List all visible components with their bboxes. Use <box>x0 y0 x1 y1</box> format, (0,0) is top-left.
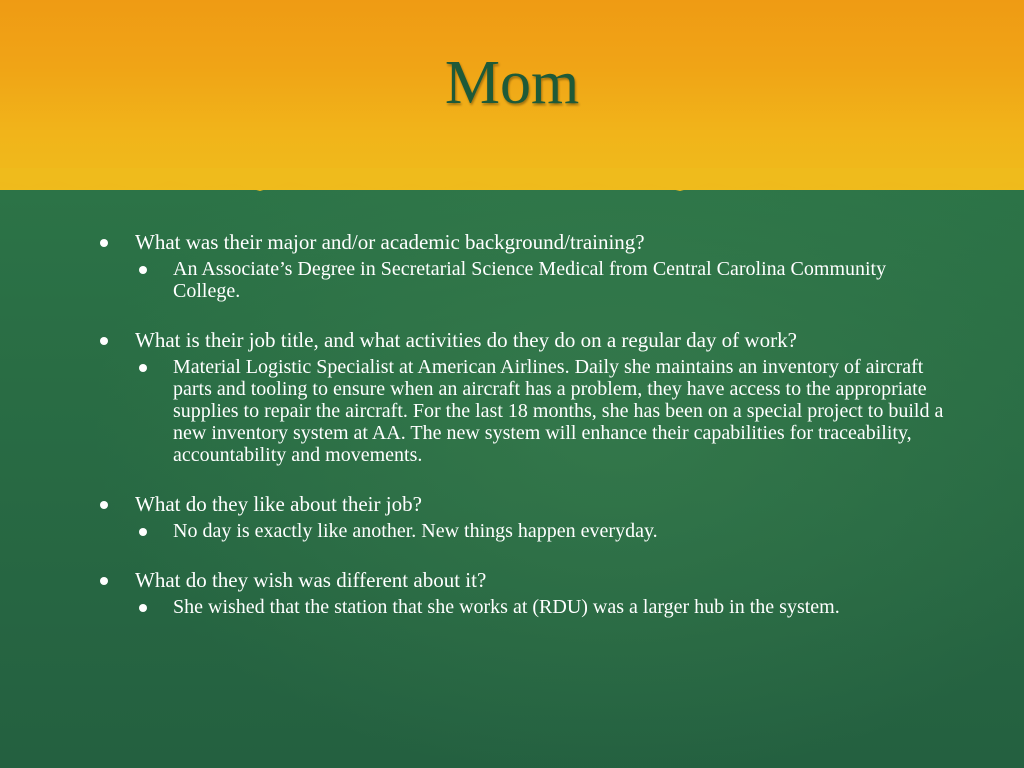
bullet-icon <box>139 528 147 536</box>
list-item <box>96 328 946 466</box>
question-text <box>96 230 946 254</box>
bullet-icon <box>100 239 108 247</box>
answer-label: She wished that the station that she works at (RDU) was a larger hub in the system. <box>173 596 840 618</box>
bullet-icon <box>100 337 108 345</box>
bullet-icon <box>139 266 147 274</box>
answer-label: An Associate’s Degree in Secretarial Science Medical from Central Carolina Community College. <box>173 258 887 302</box>
question-text <box>96 492 946 516</box>
answer-text <box>96 258 946 302</box>
question-text <box>96 568 946 592</box>
question-label: What was their major and/or academic background/training? <box>135 230 645 254</box>
bullet-icon <box>139 364 147 372</box>
bullet-icon <box>100 501 108 509</box>
answer-label: No day is exactly like another. New things happen everyday. <box>173 520 658 542</box>
list-item <box>96 230 946 302</box>
list-item <box>96 492 946 542</box>
bullet-icon <box>139 604 147 612</box>
answer-text <box>96 596 946 618</box>
answer-text <box>96 520 946 542</box>
list-item <box>96 568 946 618</box>
question-label: What is their job title, and what activities do they do on a regular day of work? <box>135 328 797 352</box>
bullet-icon <box>100 577 108 585</box>
answer-label: Material Logistic Specialist at American Airlines. Daily she maintains an inventory of aircraft parts and tooling to ensure when an aircraft has a problem, they have access to the appropriate supplies to repair the aircraft. For the last 18 months, she has been on a special project to build a new inventory system at AA. The new system will enhance their capabilities for traceability, accountability and movements. <box>173 356 944 466</box>
question-label: What do they like about their job? <box>135 492 422 516</box>
slide-title: Mom <box>444 49 580 117</box>
answer-text <box>96 356 946 466</box>
bullet-list <box>96 230 946 644</box>
question-text <box>96 328 946 352</box>
torn-edge-decoration <box>0 168 1024 198</box>
question-label: What do they wish was different about it? <box>135 568 487 592</box>
